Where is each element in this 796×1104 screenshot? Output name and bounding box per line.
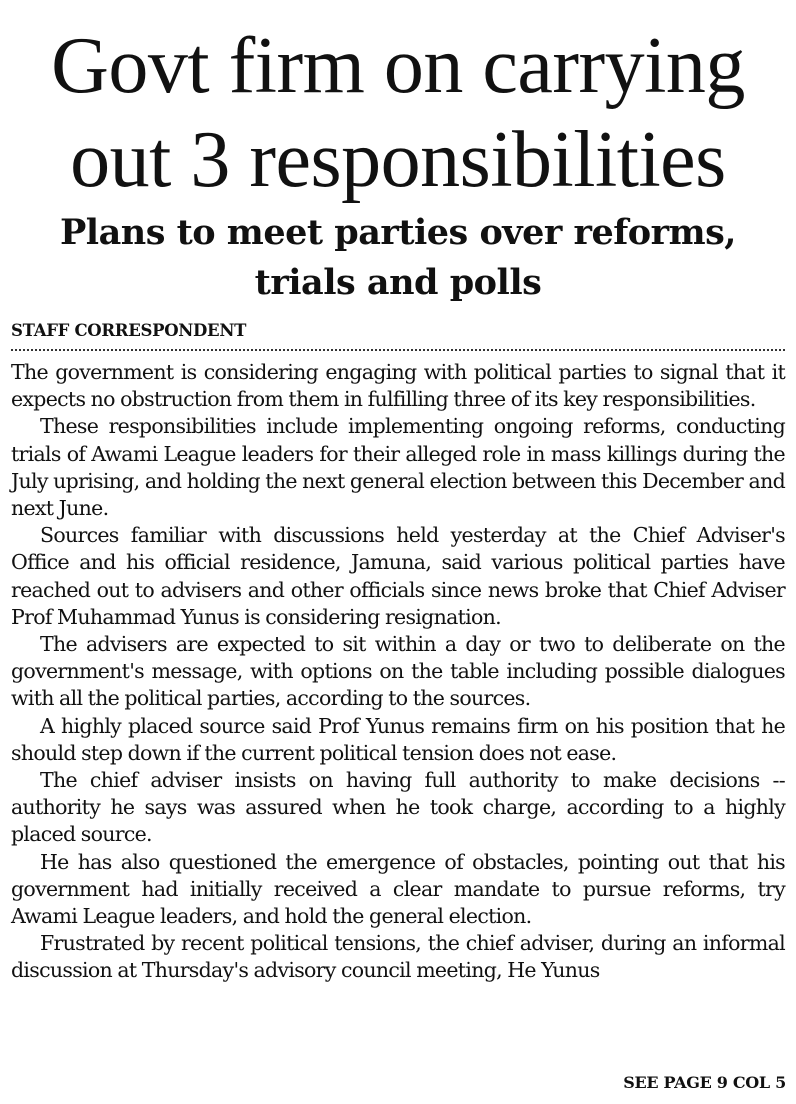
paragraph-5: A highly placed source said Prof Yunus remains firm on his position that he should step down if the current political tension does not ease.: [11, 713, 785, 765]
paragraph-8: Frustrated by recent political tensions, the chief adviser, during an informal discussion at Thursday's advisory council meeting, He Yunus: [11, 931, 785, 983]
article-body: [11, 359, 785, 985]
paragraph-6: The chief adviser insists on having full authority to make decisions -- authority he says was assured when he took charge, according to a highly placed source.: [11, 768, 785, 847]
paragraph-3: Sources familiar with discussions held yesterday at the Chief Adviser's Office and his official residence, Jamuna, said various political parties have reached out to advisers and other officials since news broke that Chief Adviser Prof Muhammad Yunus is considering resignation.: [11, 523, 785, 629]
byline: STAFF CORRESPONDENT: [11, 321, 247, 340]
subheadline-line-1: Plans to meet parties over reforms,: [59, 212, 736, 253]
headline-line-2: out 3 responsibilities: [70, 116, 726, 204]
paragraph-4: The advisers are expected to sit within a day or two to deliberate on the government's message, with options on the table including possible dialogues with all the political parties, according to the sources.: [11, 632, 785, 711]
paragraph-2: These responsibilities include implementing ongoing reforms, conducting trials of Awami League leaders for their alleged role in mass killings during the July uprising, and holding the next general election between this December and next June.: [11, 414, 785, 521]
headline: [11, 0, 785, 207]
subheadline: [11, 208, 785, 308]
subheadline-line-2: trials and polls: [254, 262, 542, 303]
continuation-note: SEE PAGE 9 COL 5: [623, 1073, 786, 1092]
dotted-divider: [11, 349, 785, 351]
paragraph-1: The government is considering engaging with political parties to signal that it expects no obstruction from them in fulfilling three of its key responsibilities.: [11, 360, 785, 412]
paragraph-7: He has also questioned the emergence of obstacles, pointing out that his government had initially received a clear mandate to pursue reforms, try Awami League leaders, and hold the general election.: [11, 849, 785, 929]
headline-line-1: Govt firm on carrying: [51, 22, 745, 110]
